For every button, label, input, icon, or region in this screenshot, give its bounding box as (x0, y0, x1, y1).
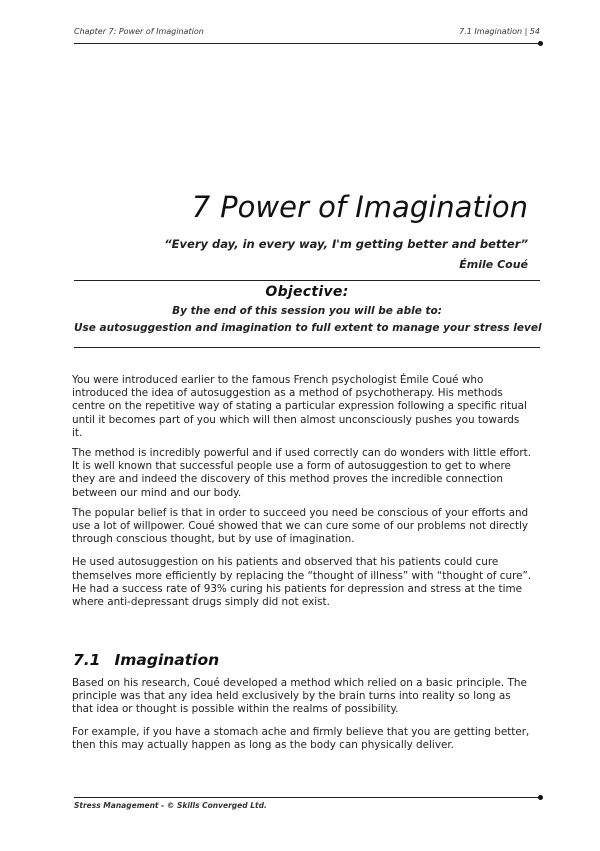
objective-line-1: By the end of this session you will be able to: (172, 305, 442, 317)
paragraph: He used autosuggestion on his patients and observed that his patients could cure themselves more efficiently by replacing the “thought of illness” with “thought of cure”. He had a success rate of 93% curing his patients for depression and stress at the time where anti-depressant drugs simply did not exist. (72, 556, 532, 609)
chapter-title-text: Power of Imagination (220, 190, 528, 224)
objective-title: Objective: (265, 284, 349, 300)
objective-line-2: Use autosuggestion and imagination to full extent to manage your stress level (74, 322, 542, 334)
footer-rule (74, 797, 540, 798)
chapter-title (192, 190, 528, 224)
paragraph: The method is incredibly powerful and if used correctly can do wonders with little effort. It is well known that successful people use a form of autosuggestion to get to where they are and indeed the discovery of this method proves the incredible connection between our mind and our body. (72, 447, 532, 499)
section-number: 7.1 (73, 651, 101, 669)
section-heading (73, 651, 219, 669)
footer-rule-dot (538, 795, 543, 800)
paragraph: You were introduced earlier to the famous French psychologist Émile Coué who introduced the idea of autosuggestion as a method of psychotherapy. His methods centre on the repetitive way of stating a particular expression following a specific ritual until it becomes part of you which will then almost unconsciously pushes you towards it. (72, 374, 527, 439)
paragraph: Based on his research, Coué developed a method which relied on a basic principle. The principle was that any idea held exclusively by the brain turns into reality so long as that idea or thought is possible within the realms of possibility. (72, 677, 527, 716)
chapter-number: 7 (191, 190, 211, 224)
paragraph: For example, if you have a stomach ache and firmly believe that you are getting better, then this may actually happen as long as the body can physically deliver. (72, 725, 530, 751)
running-footer: Stress Management - © Skills Converged Ltd. (74, 801, 267, 810)
intro-text (72, 374, 532, 616)
header-chapter: Chapter 7: Power of Imagination (74, 27, 204, 36)
section-text (72, 677, 532, 759)
header-section-page: 7.1 Imagination | 54 (459, 27, 540, 36)
section-title-text: Imagination (114, 651, 220, 669)
quote-author: Émile Coué (459, 258, 528, 271)
header-rule-dot (538, 41, 543, 46)
header-rule (74, 43, 540, 44)
chapter-quote: “Every day, in every way, I'm getting better and better” (164, 237, 528, 251)
objective-box (74, 280, 540, 348)
paragraph: The popular belief is that in order to succeed you need be conscious of your efforts and use a lot of willpower. Coué showed that we can cure some of our problems not directly through conscious thought, but by use of imagination. (72, 506, 529, 546)
